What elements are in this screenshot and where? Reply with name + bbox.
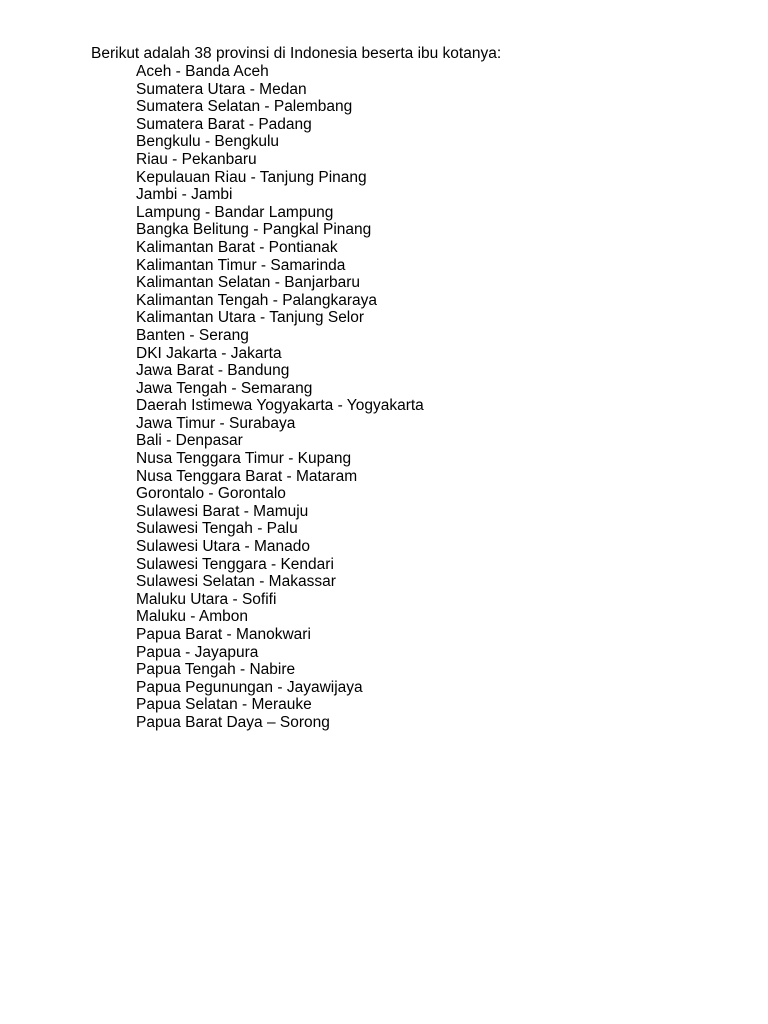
list-item-text: Gorontalo - Gorontalo <box>136 485 286 503</box>
list-item-text: Riau - Pekanbaru <box>136 150 257 168</box>
list-item-text: Papua Barat Daya – Sorong <box>136 713 330 731</box>
list-item-text: Jawa Tengah - Semarang <box>136 379 313 397</box>
list-item-text: Kalimantan Barat - Pontianak <box>136 238 338 256</box>
list-item-text: Daerah Istimewa Yogyakarta - Yogyakarta <box>136 397 424 415</box>
list-item-text: Sulawesi Selatan - Makassar <box>136 573 336 591</box>
list-item-text: Jambi - Jambi <box>136 186 233 204</box>
list-item-text: DKI Jakarta - Jakarta <box>136 344 282 362</box>
list-item-text: Sulawesi Utara - Manado <box>136 538 311 556</box>
list-item-text: Lampung - Bandar Lampung <box>136 203 334 221</box>
list-item-text: Sulawesi Tenggara - Kendari <box>136 555 334 573</box>
list-item-text: Jawa Barat - Bandung <box>136 362 290 380</box>
list-item-text: Nusa Tenggara Timur - Kupang <box>136 450 352 468</box>
list-item-text: Banten - Serang <box>136 326 249 344</box>
list-item-text: Sumatera Selatan - Palembang <box>136 98 353 116</box>
list-item-text: Bali - Denpasar <box>136 432 243 450</box>
list-item-text: Papua Tengah - Nabire <box>136 661 296 679</box>
list-item-text: Papua - Jayapura <box>136 643 259 661</box>
list-item-text: Sulawesi Tengah - Palu <box>136 520 298 538</box>
list-item-text: Sumatera Utara - Medan <box>136 80 307 98</box>
list-item-text: Sulawesi Barat - Mamuju <box>136 502 309 520</box>
list-item-text: Bengkulu - Bengkulu <box>136 133 280 151</box>
list-item-text: Nusa Tenggara Barat - Mataram <box>136 467 358 485</box>
list-item-text: Kalimantan Selatan - Banjarbaru <box>136 274 361 292</box>
list-item-text: Aceh - Banda Aceh <box>136 63 269 80</box>
list-item-text: Kalimantan Timur - Samarinda <box>136 256 346 274</box>
list-item-text: Jawa Timur - Surabaya <box>136 414 296 432</box>
list-item-text: Kalimantan Tengah - Palangkaraya <box>136 291 377 309</box>
list-item-text: Papua Barat - Manokwari <box>136 626 311 643</box>
list-item-text: Kepulauan Riau - Tanjung Pinang <box>136 168 367 186</box>
list-item-text: Maluku - Ambon <box>136 608 248 626</box>
list-item-text: Papua Pegunungan - Jayawijaya <box>136 678 363 696</box>
list-item-text: Maluku Utara - Sofifi <box>136 590 277 608</box>
intro-text: Berikut adalah 38 provinsi di Indonesia beserta ibu kotanya: <box>91 45 502 62</box>
list-item-text: Bangka Belitung - Pangkal Pinang <box>136 221 372 239</box>
list-item-text: Sumatera Barat - Padang <box>136 115 312 133</box>
list-item-text: Kalimantan Utara - Tanjung Selor <box>136 309 365 327</box>
list-item-text: Papua Selatan - Merauke <box>136 696 312 714</box>
